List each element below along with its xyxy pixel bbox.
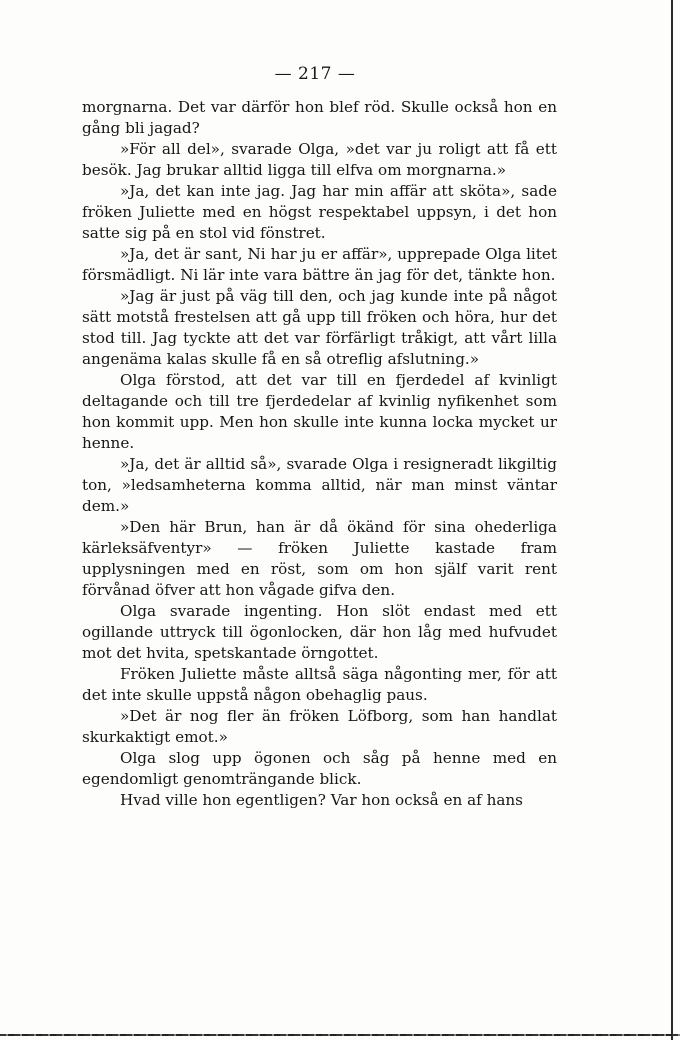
page-number: — 217 — — [274, 64, 356, 84]
paragraph: Olga förstod, att det var till en fjerdedel af kvinligt deltagande och till tre fjerdedelar af kvinlig nyfikenhet som hon kommit upp. Men hon skulle inte kunna locka mycket ur henne. — [82, 371, 557, 452]
paragraph: morgnarna. Det var därför hon blef röd. Skulle också hon en gång bli jagad? — [82, 98, 557, 137]
paragraph: »Det är nog fler än fröken Löfborg, som han handlat skurkaktigt emot.» — [82, 707, 557, 746]
body-text — [82, 97, 557, 811]
page-edge-bottom — [0, 1034, 680, 1036]
paragraph: Olga svarade ingenting. Hon slöt endast med ett ogillande uttryck till ögonlocken, där hon låg med hufvudet mot det hvita, spetskantade örngottet. — [82, 602, 557, 662]
paragraph: Fröken Juliette måste alltså säga någonting mer, för att det inte skulle uppstå någon obehaglig paus. — [82, 665, 557, 704]
paragraph: »Ja, det är sant, Ni har ju er affär», upprepade Olga litet försmädligt. Ni lär inte vara bättre än jag för det, tänkte hon. — [82, 245, 557, 284]
paragraph: Hvad ville hon egentligen? Var hon också en af hans — [120, 791, 523, 809]
paragraph: »För all del», svarade Olga, »det var ju roligt att få ett besök. Jag brukar alltid ligga till elfva om morgnarna.» — [82, 140, 557, 179]
paragraph: »Ja, det är alltid så», svarade Olga i resigneradt likgiltig ton, »ledsamheterna komma alltid, när man minst väntar dem.» — [82, 455, 557, 515]
paragraph: Olga slog upp ögonen och såg på henne med en egendomligt genomträngande blick. — [82, 749, 557, 788]
paragraph: »Ja, det kan inte jag. Jag har min affär att sköta», sade fröken Juliette med en högst respektabel uppsyn, i det hon satte sig på en stol vid fönstret. — [82, 182, 557, 242]
paragraph: »Jag är just på väg till den, och jag kunde inte på något sätt motstå frestelsen att gå upp till fröken och höra, hur det stod till. Jag tyckte att det var förfärligt tråkigt, att vårt lilla angenäma kalas skulle få en så otreflig afslutning.» — [82, 287, 557, 368]
paragraph: »Den här Brun, han är då ökänd för sina ohederliga kärleksäfventyr» — fröken Juliette kastade fram upplysningen med en röst, som om hon själf varit rent förvånad öfver att hon vågade gifva den. — [82, 518, 557, 599]
page-edge-right — [671, 0, 673, 1040]
